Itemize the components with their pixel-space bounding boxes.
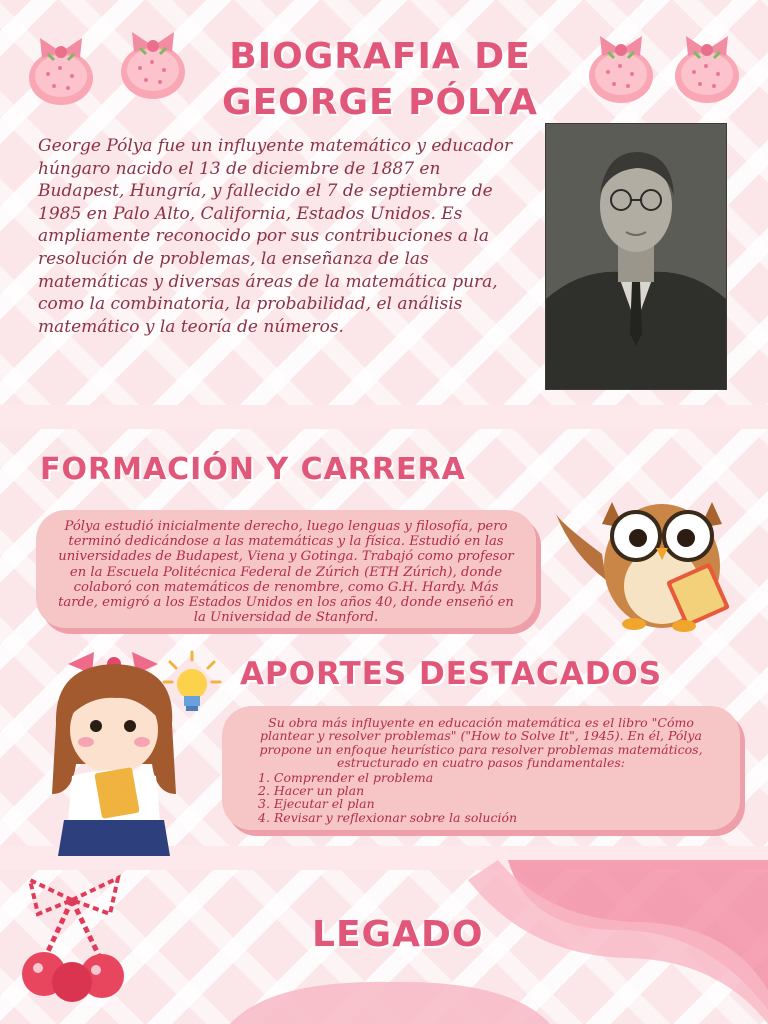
list-item: 3. Ejecutar el plan [258, 796, 375, 812]
lightbulb-icon [162, 650, 222, 716]
section-divider [0, 405, 768, 429]
owl-with-book-icon [552, 484, 732, 634]
strawberry-bow-icon [672, 30, 742, 104]
aportes-text: Su obra más influyente en educación matemática es el libro "Cómo plantear y resolver problemas" ("How to Solve It", 1945). En él, Pólya propone un enfoque heurístico para resolver problemas matemáticos, estructurado en cuatro pasos fundamentales: [259, 715, 703, 771]
intro-paragraph: George Pólya fue un influyente matemático y educador húngaro nacido el 13 de diciembre de 1887 en Budapest, Hungría, y fallecido el 7 de septiembre de 1985 en Palo Alto, California, Estados Unidos. Es ampliamente reconocido por sus contribuciones a la resolución de problemas, la enseñanza de las matemáticas y diversas áreas de la matemática pura, como la combinatoria, la probabilidad, el análisis matemático y la teoría de números. [38, 136, 513, 337]
formacion-card [36, 510, 536, 628]
list-item: 4. Revisar y reflexionar sobre la solución [258, 809, 518, 825]
section-heading-legado: LEGADO [312, 914, 484, 955]
list-item: 1. Comprender el problema [258, 769, 434, 785]
section-heading-formacion: FORMACIÓN Y CARRERA [40, 452, 466, 487]
page-title: BIOGRAFIA DE GEORGE PÓLYA [222, 36, 538, 123]
aportes-card [222, 706, 740, 830]
pink-wave-decoration [230, 976, 550, 1024]
section-heading-aportes: APORTES DESTACADOS [240, 656, 663, 692]
list-item: 2. Hacer un plan [258, 783, 365, 799]
formacion-text: Pólya estudió inicialmente derecho, luego lenguas y filosofía, pero terminó dedicándose a las matemáticas y la física. Estudió en las universidades de Budapest, Viena y Gotinga. Trabajó como profesor en la Escuela Politécnica Federal de Zúrich (ETH Zúrich), donde colaboró con matemáticos de renombre, como G.H. Hardy. Más tarde, emigró a los Estados Unidos en los años 40, donde enseñó en la Universidad de Stanford. [58, 519, 514, 626]
steps-list [246, 771, 716, 825]
portrait-photo [545, 123, 727, 390]
cherries-bow-icon [14, 870, 132, 1008]
strawberry-bow-icon [26, 32, 96, 106]
